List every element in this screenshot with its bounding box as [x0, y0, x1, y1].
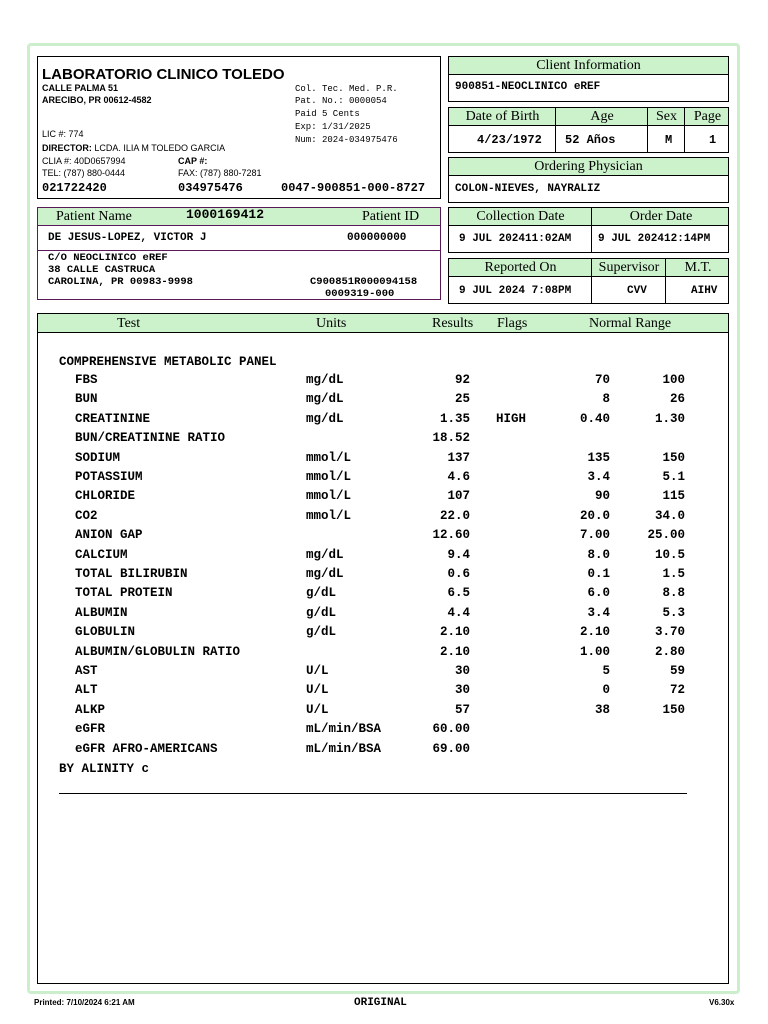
range-low: 8	[602, 392, 610, 407]
range-low: 3.4	[587, 470, 610, 484]
result-row	[38, 412, 728, 431]
range-high: 5.3	[662, 605, 685, 620]
demographics-box	[448, 125, 729, 153]
range-low: 1.00	[579, 644, 610, 659]
range-low: 0.40	[579, 411, 610, 426]
test-result: 57	[454, 702, 470, 717]
range-high: 25.00	[647, 528, 685, 543]
test-result: 137	[447, 450, 470, 465]
test-units: mmol/L	[306, 489, 352, 504]
test-result: 69.00	[432, 741, 470, 756]
sex-label: Sex	[656, 109, 677, 124]
test-result: 25	[454, 392, 470, 407]
range-low: 70	[594, 373, 610, 387]
lab-tel: TEL: (787) 880-0444	[42, 168, 126, 178]
order-date-label: Order Date	[629, 209, 693, 224]
range-high: 1.5	[662, 567, 685, 581]
test-name: GLOBULIN	[75, 625, 136, 640]
report-divider-1	[591, 258, 592, 304]
demographics-divider-3	[684, 107, 685, 153]
medical-technologist: AIHV	[691, 285, 718, 297]
range-high: 150	[662, 450, 685, 465]
test-units: mg/dL	[306, 547, 344, 562]
results-column-header: Results	[432, 316, 474, 331]
test-units: mL/min/BSA	[306, 741, 382, 756]
patient-reference-1: C900851R000094158	[310, 276, 418, 288]
report-box	[448, 276, 729, 304]
range-column-header: Normal Range	[589, 316, 672, 331]
test-name: CREATININE	[75, 411, 151, 426]
patient-barcode-number: 1000169412	[186, 207, 265, 222]
lab-name: LABORATORIO CLINICO TOLEDO	[42, 66, 285, 83]
range-low: 0	[602, 683, 610, 698]
range-high: 100	[662, 373, 685, 387]
test-result: 4.4	[447, 605, 470, 620]
result-row	[38, 548, 728, 567]
test-name: SODIUM	[75, 450, 121, 465]
supervisor-label: Supervisor	[598, 260, 660, 275]
test-units: mmol/L	[306, 450, 352, 465]
lab-number-1: 021722420	[42, 181, 107, 195]
test-result: 4.6	[447, 470, 470, 484]
lab-number-2: 034975476	[178, 181, 243, 195]
report-divider-2	[665, 258, 666, 304]
patient-address-line3: CAROLINA, PR 00983-9998	[48, 276, 193, 288]
test-name: CO2	[75, 508, 98, 523]
range-low: 8.0	[587, 547, 610, 562]
result-row	[38, 431, 728, 450]
lab-fax: FAX: (787) 880-7281	[178, 168, 262, 178]
range-high: 1.30	[654, 411, 685, 426]
range-low: 90	[594, 489, 610, 504]
age-value: 52 Años	[565, 133, 616, 147]
lab-address-line1: CALLE PALMA 51	[42, 83, 119, 93]
test-result: 22.0	[439, 508, 470, 523]
director-label: DIRECTOR:	[42, 143, 92, 153]
test-name: ALBUMIN	[75, 605, 128, 620]
test-name: ANION GAP	[75, 528, 143, 543]
test-units: g/dL	[306, 605, 337, 620]
dates-header	[448, 207, 729, 226]
test-units: mg/dL	[306, 411, 344, 426]
result-row	[38, 528, 728, 547]
range-high: 115	[662, 489, 685, 504]
range-low: 6.0	[587, 586, 610, 601]
dates-divider	[591, 207, 592, 253]
lab-number-3: 0047-900851-000-8727	[281, 181, 426, 195]
test-result: 60.00	[432, 722, 470, 737]
results-header	[37, 313, 729, 333]
test-name: AST	[75, 664, 98, 678]
mt-label: M.T.	[684, 260, 712, 275]
result-row	[38, 567, 728, 586]
test-result: 18.52	[432, 431, 470, 446]
physician-box	[448, 175, 729, 203]
range-high: 3.70	[654, 625, 685, 640]
exp-date: Exp: 1/31/2025	[295, 122, 371, 132]
test-name: eGFR AFRO-AMERICANS	[75, 741, 218, 756]
test-name: TOTAL BILIRUBIN	[75, 567, 188, 581]
dates-box	[448, 225, 729, 253]
test-result: 30	[454, 683, 470, 698]
test-result: 92	[454, 373, 470, 387]
printed-timestamp: Printed: 7/10/2024 6:21 AM	[34, 998, 135, 1007]
patient-name: DE JESUS-LOPEZ, VICTOR J	[48, 232, 207, 244]
test-result: 9.4	[447, 547, 470, 562]
paid-cents: Paid 5 Cents	[295, 109, 360, 119]
test-result: 6.5	[447, 586, 470, 601]
range-high: 8.8	[662, 586, 685, 601]
sex-value: M	[665, 133, 673, 147]
test-units: mg/dL	[306, 567, 344, 581]
test-name: ALT	[75, 683, 98, 698]
patient-reference-2: 0009319-000	[325, 288, 395, 300]
result-row	[38, 722, 728, 741]
lab-clia: CLIA #: 40D0657994	[42, 156, 126, 166]
lab-info-box	[37, 56, 441, 199]
physician-value: COLON-NIEVES, NAYRALIZ	[455, 183, 601, 195]
dob-value: 4/23/1972	[477, 133, 542, 147]
test-units: mmol/L	[306, 508, 352, 523]
order-date: 9 JUL 202412:14PM	[598, 233, 711, 245]
patient-address-line2: 38 CALLE CASTRUCA	[48, 264, 156, 276]
result-row	[38, 489, 728, 508]
range-high: 59	[669, 664, 685, 678]
lab-address-line2: ARECIBO, PR 00612-4582	[42, 95, 152, 105]
result-row	[38, 703, 728, 722]
range-high: 5.1	[662, 470, 685, 484]
test-units: mg/dL	[306, 373, 344, 387]
patient-address-box	[37, 250, 441, 300]
test-units: g/dL	[306, 586, 337, 601]
test-name: ALBUMIN/GLOBULIN RATIO	[75, 644, 241, 659]
test-result: 30	[454, 664, 470, 678]
collection-date-label: Collection Date	[476, 209, 565, 224]
dob-label: Date of Birth	[465, 109, 540, 124]
collection-date: 9 JUL 202411:02AM	[459, 233, 572, 245]
test-result: 2.10	[439, 625, 470, 640]
test-name: BUN	[75, 392, 98, 407]
original-label: ORIGINAL	[354, 997, 407, 1009]
version-label: V6.30x	[709, 998, 735, 1007]
result-row	[38, 470, 728, 489]
result-row	[38, 645, 728, 664]
units-column-header: Units	[316, 316, 347, 331]
client-info-header: Client Information	[448, 56, 729, 75]
range-low: 5	[602, 664, 610, 678]
result-row	[38, 392, 728, 411]
range-high: 34.0	[654, 508, 685, 523]
test-name: BUN/CREATININE RATIO	[75, 431, 226, 446]
demographics-header	[448, 107, 729, 126]
test-result: 1.35	[439, 411, 470, 426]
demographics-divider-2	[647, 107, 648, 153]
range-low: 7.00	[579, 528, 610, 543]
lab-license: LIC #: 774	[42, 129, 84, 139]
result-row	[38, 451, 728, 470]
supervisor: CVV	[627, 285, 647, 297]
result-row	[38, 509, 728, 528]
page-value: 1	[709, 133, 717, 147]
patient-address-line1: C/O NEOCLINICO eREF	[48, 252, 168, 264]
result-row	[38, 586, 728, 605]
results-end-line	[59, 793, 687, 794]
age-label: Age	[590, 109, 614, 124]
test-name: POTASSIUM	[75, 470, 143, 484]
page-label: Page	[693, 109, 722, 124]
range-high: 10.5	[654, 547, 685, 562]
range-high: 26	[669, 392, 685, 407]
test-column-header: Test	[117, 316, 141, 331]
range-high: 72	[669, 683, 685, 698]
client-info-value: 900851-NEOCLINICO eREF	[455, 81, 601, 93]
test-result: 107	[447, 489, 470, 504]
col-tec: Col. Tec. Med. P.R.	[295, 84, 398, 94]
result-row	[38, 742, 728, 761]
test-units: mL/min/BSA	[306, 722, 382, 737]
test-flag: HIGH	[496, 411, 527, 426]
result-row	[38, 606, 728, 625]
test-name: CHLORIDE	[75, 489, 136, 504]
test-result: 12.60	[432, 528, 470, 543]
pat-no: Pat. No.: 0000054	[295, 96, 387, 106]
test-result: 0.6	[447, 567, 470, 581]
physician-header: Ordering Physician	[448, 157, 729, 176]
patient-header	[37, 207, 441, 226]
range-high: 2.80	[654, 644, 685, 659]
results-body	[37, 332, 729, 984]
patient-id-label: Patient ID	[362, 209, 420, 224]
patient-name-label: Patient Name	[56, 209, 132, 224]
patient-id: 000000000	[347, 232, 407, 244]
client-info-box	[448, 74, 729, 102]
lab-cap: CAP #:	[178, 156, 208, 166]
demographics-divider-1	[555, 107, 556, 153]
test-units: g/dL	[306, 625, 337, 640]
result-row	[38, 373, 728, 392]
test-units: U/L	[306, 683, 329, 698]
range-high: 150	[662, 702, 685, 717]
patient-name-box	[37, 225, 441, 251]
test-units: U/L	[306, 702, 329, 717]
reported-on: 9 JUL 2024 7:08PM	[459, 285, 572, 297]
test-name: FBS	[75, 373, 98, 387]
range-low: 2.10	[579, 625, 610, 640]
result-row	[38, 683, 728, 702]
num-ref: Num: 2024-034975476	[295, 135, 398, 145]
lab-director	[42, 143, 225, 153]
test-name: eGFR	[75, 722, 106, 737]
result-row	[38, 625, 728, 644]
range-low: 0.1	[587, 567, 610, 581]
test-name: CALCIUM	[75, 547, 128, 562]
range-low: 38	[594, 702, 610, 717]
director-name: LCDA. ILIA M TOLEDO GARCIA	[94, 143, 226, 153]
test-name: TOTAL PROTEIN	[75, 586, 173, 601]
range-low: 3.4	[587, 605, 610, 620]
test-result: 2.10	[439, 644, 470, 659]
report-header	[448, 258, 729, 277]
range-low: 20.0	[579, 508, 610, 523]
range-low: 135	[587, 450, 610, 465]
test-name: ALKP	[75, 702, 106, 717]
flags-column-header: Flags	[497, 316, 528, 331]
result-row	[38, 664, 728, 683]
test-units: mg/dL	[306, 392, 344, 407]
panel-title: COMPREHENSIVE METABOLIC PANEL	[59, 355, 277, 369]
method-note: BY ALINITY c	[59, 762, 150, 776]
test-units: mmol/L	[306, 470, 352, 484]
test-units: U/L	[306, 664, 329, 678]
reported-on-label: Reported On	[484, 260, 557, 275]
